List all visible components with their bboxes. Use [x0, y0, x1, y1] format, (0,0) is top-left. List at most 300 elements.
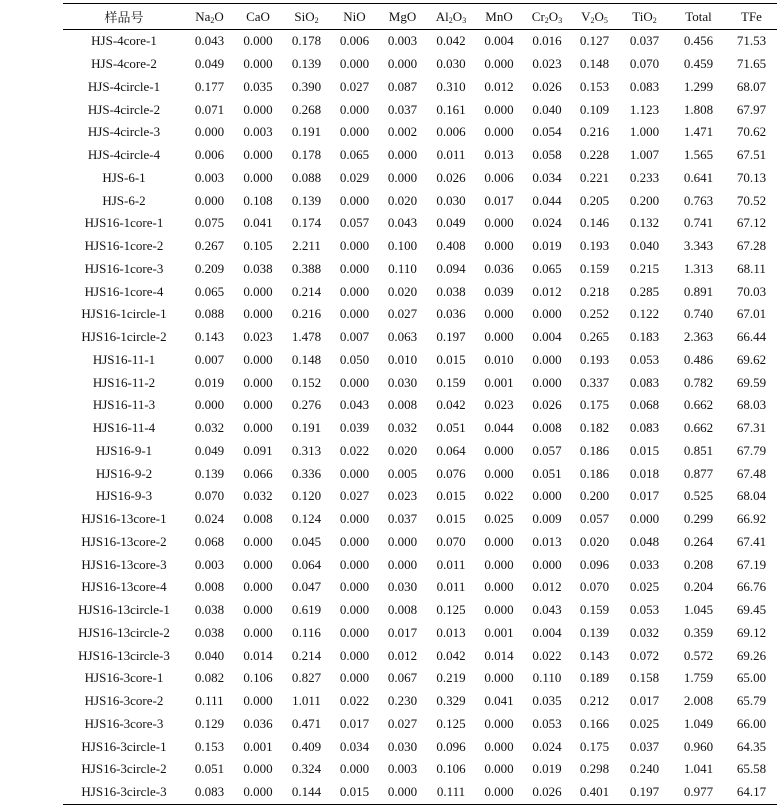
value-cell: 1.565: [683, 147, 714, 163]
sample-id-cell: HJS16-13core-3: [81, 556, 167, 572]
value-cell: 0.977: [683, 784, 714, 800]
value-cell: 0.200: [629, 192, 660, 208]
value-cell: 0.000: [243, 169, 273, 185]
table-row: [63, 644, 777, 667]
value-cell: 0.007: [194, 351, 225, 367]
value-cell: 0.191: [291, 124, 322, 140]
value-cell: 0.000: [339, 260, 370, 276]
value-cell: 0.088: [194, 306, 225, 322]
table-row: [63, 531, 777, 554]
value-cell: 0.619: [291, 602, 322, 618]
value-cell: 0.000: [484, 761, 514, 777]
table-row: [63, 508, 777, 531]
value-cell: 0.000: [339, 56, 370, 72]
value-cell: 0.072: [629, 647, 660, 663]
value-cell: 0.019: [194, 374, 225, 390]
value-cell: 0.096: [579, 556, 610, 572]
value-cell: 65.58: [736, 761, 767, 777]
value-cell: 0.000: [484, 579, 514, 595]
value-cell: 0.486: [683, 351, 714, 367]
value-cell: 0.042: [436, 397, 466, 413]
value-cell: 1.007: [629, 147, 660, 163]
table-body: [63, 30, 777, 805]
value-cell: 0.000: [243, 374, 273, 390]
table-row: [63, 599, 777, 622]
value-cell: 0.221: [579, 169, 610, 185]
value-cell: 1.049: [683, 715, 714, 731]
value-cell: 0.030: [387, 738, 418, 754]
header-col: CaO: [246, 8, 270, 24]
value-cell: 0.043: [387, 215, 418, 231]
value-cell: 0.015: [436, 511, 466, 527]
value-cell: 0.000: [194, 192, 225, 208]
value-cell: 0.057: [532, 442, 562, 458]
value-cell: 0.106: [436, 761, 466, 777]
value-cell: 0.000: [243, 397, 273, 413]
value-cell: 0.000: [339, 238, 370, 254]
value-cell: 0.047: [291, 579, 322, 595]
value-cell: 0.032: [629, 624, 660, 640]
value-cell: 0.023: [484, 397, 514, 413]
value-cell: 0.096: [436, 738, 466, 754]
value-cell: 0.264: [683, 533, 714, 549]
value-cell: 0.139: [579, 624, 610, 640]
value-cell: 0.017: [339, 715, 370, 731]
sample-id-cell: HJS16-13circle-3: [78, 647, 170, 663]
value-cell: 0.006: [339, 33, 370, 49]
table-row: [63, 121, 777, 144]
value-cell: 0.036: [243, 715, 273, 731]
value-cell: 0.042: [436, 33, 466, 49]
value-cell: 0.409: [291, 738, 322, 754]
value-cell: 0.007: [339, 329, 370, 345]
value-cell: 1.123: [629, 101, 660, 117]
value-cell: 0.070: [436, 533, 466, 549]
value-cell: 0.152: [291, 374, 322, 390]
table-row: [63, 667, 777, 690]
value-cell: 0.000: [339, 283, 370, 299]
value-cell: 0.205: [579, 192, 610, 208]
table-row: [63, 235, 777, 258]
value-cell: 0.214: [291, 647, 322, 663]
value-cell: 0.208: [683, 556, 714, 572]
value-cell: 0.299: [683, 511, 714, 527]
table-row: [63, 167, 777, 190]
value-cell: 0.003: [194, 556, 225, 572]
value-cell: 0.014: [484, 647, 514, 663]
table-row: [63, 144, 777, 167]
value-cell: 0.064: [291, 556, 322, 572]
sample-id-cell: HJS-6-2: [102, 192, 146, 208]
value-cell: 0.005: [387, 465, 418, 481]
value-cell: 0.054: [532, 124, 562, 140]
value-cell: 0.000: [484, 465, 514, 481]
value-cell: 0.153: [194, 738, 225, 754]
value-cell: 0.000: [339, 647, 370, 663]
value-cell: 0.042: [436, 647, 466, 663]
value-cell: 0.020: [387, 283, 418, 299]
value-cell: 0.058: [532, 147, 562, 163]
value-cell: 0.017: [629, 488, 660, 504]
value-cell: 0.111: [195, 693, 224, 709]
value-cell: 0.018: [629, 465, 660, 481]
value-cell: 0.016: [532, 33, 562, 49]
value-cell: 0.049: [194, 56, 225, 72]
value-cell: 0.051: [532, 465, 562, 481]
value-cell: 0.109: [579, 101, 610, 117]
value-cell: 0.000: [484, 784, 514, 800]
value-cell: 0.012: [484, 78, 514, 94]
value-cell: 0.000: [387, 784, 418, 800]
value-cell: 0.008: [194, 579, 225, 595]
value-cell: 0.000: [387, 533, 418, 549]
table-row: [63, 258, 777, 281]
value-cell: 0.012: [532, 283, 562, 299]
composition-table-container: [63, 3, 767, 805]
value-cell: 0.038: [243, 260, 273, 276]
value-cell: 1.759: [683, 670, 714, 686]
value-cell: 0.008: [243, 511, 273, 527]
value-cell: 0.000: [194, 124, 225, 140]
value-cell: 0.662: [683, 397, 714, 413]
value-cell: 0.064: [436, 442, 466, 458]
value-cell: 0.000: [243, 761, 273, 777]
value-cell: 0.041: [243, 215, 273, 231]
table-row: [63, 98, 777, 121]
value-cell: 0.032: [194, 420, 225, 436]
value-cell: 1.808: [683, 101, 714, 117]
value-cell: 0.070: [194, 488, 225, 504]
value-cell: 0.143: [579, 647, 610, 663]
value-cell: 0.153: [579, 78, 610, 94]
value-cell: 0.024: [532, 215, 562, 231]
value-cell: 0.000: [532, 351, 562, 367]
value-cell: 0.298: [579, 761, 610, 777]
value-cell: 0.014: [243, 647, 273, 663]
value-cell: 0.038: [194, 624, 225, 640]
value-cell: 0.065: [532, 260, 562, 276]
value-cell: 0.002: [387, 124, 418, 140]
sample-id-cell: HJS16-13circle-2: [78, 624, 170, 640]
table-row: [63, 735, 777, 758]
value-cell: 0.013: [436, 624, 466, 640]
value-cell: 1.011: [292, 693, 321, 709]
value-cell: 0.000: [339, 374, 370, 390]
value-cell: 0.048: [629, 533, 660, 549]
value-cell: 0.019: [532, 238, 562, 254]
value-cell: 0.000: [484, 670, 514, 686]
value-cell: 0.082: [194, 670, 225, 686]
value-cell: 0.037: [387, 101, 418, 117]
value-cell: 1.299: [683, 78, 714, 94]
value-cell: 0.106: [243, 670, 273, 686]
value-cell: 0.000: [339, 670, 370, 686]
value-cell: 0.572: [683, 647, 714, 663]
value-cell: 0.063: [387, 329, 418, 345]
value-cell: 0.049: [436, 215, 466, 231]
value-cell: 0.071: [194, 101, 225, 117]
value-cell: 0.827: [291, 670, 322, 686]
value-cell: 67.01: [736, 306, 767, 322]
value-cell: 0.000: [243, 784, 273, 800]
value-cell: 0.191: [291, 420, 322, 436]
sample-id-cell: HJS16-1core-1: [84, 215, 164, 231]
value-cell: 0.043: [532, 602, 562, 618]
value-cell: 0.023: [532, 56, 562, 72]
value-cell: 0.049: [194, 442, 225, 458]
value-cell: 0.012: [387, 647, 418, 663]
value-cell: 0.186: [579, 442, 610, 458]
value-cell: 0.139: [291, 192, 322, 208]
header-col: TiO$_2$: [632, 8, 657, 25]
value-cell: 70.03: [736, 283, 767, 299]
sample-id-cell: HJS-4circle-4: [87, 147, 161, 163]
value-cell: 0.000: [243, 624, 273, 640]
value-cell: 66.92: [736, 511, 767, 527]
value-cell: 0.015: [339, 784, 370, 800]
value-cell: 0.025: [484, 511, 514, 527]
value-cell: 1.478: [291, 329, 322, 345]
value-cell: 0.000: [194, 397, 225, 413]
value-cell: 0.000: [339, 101, 370, 117]
value-cell: 0.000: [243, 283, 273, 299]
value-cell: 0.075: [194, 215, 225, 231]
value-cell: 0.209: [194, 260, 225, 276]
value-cell: 0.000: [484, 101, 514, 117]
value-cell: 0.000: [243, 351, 273, 367]
value-cell: 0.045: [291, 533, 322, 549]
value-cell: 0.100: [387, 238, 418, 254]
value-cell: 0.003: [243, 124, 273, 140]
value-cell: 0.158: [629, 670, 660, 686]
value-cell: 0.000: [339, 556, 370, 572]
value-cell: 0.009: [532, 511, 562, 527]
value-cell: 64.17: [736, 784, 767, 800]
table-row: [63, 326, 777, 349]
value-cell: 0.025: [629, 579, 660, 595]
value-cell: 0.265: [579, 329, 610, 345]
value-cell: 0.000: [484, 329, 514, 345]
table-row: [63, 371, 777, 394]
value-cell: 0.215: [629, 260, 660, 276]
value-cell: 0.034: [339, 738, 370, 754]
header-col: MnO: [485, 8, 513, 24]
value-cell: 0.032: [387, 420, 418, 436]
value-cell: 69.26: [736, 647, 767, 663]
value-cell: 0.000: [339, 624, 370, 640]
value-cell: 0.038: [436, 283, 466, 299]
value-cell: 0.891: [683, 283, 714, 299]
value-cell: 0.175: [579, 738, 610, 754]
value-cell: 0.026: [436, 169, 466, 185]
value-cell: 0.125: [436, 602, 466, 618]
sample-id-cell: HJS16-13core-1: [81, 511, 167, 527]
value-cell: 0.159: [579, 260, 610, 276]
value-cell: 0.218: [579, 283, 610, 299]
value-cell: 0.960: [683, 738, 714, 754]
value-cell: 0.122: [629, 306, 660, 322]
value-cell: 0.285: [629, 283, 660, 299]
value-cell: 0.032: [243, 488, 273, 504]
value-cell: 0.459: [683, 56, 714, 72]
value-cell: 0.030: [436, 192, 466, 208]
value-cell: 0.068: [629, 397, 660, 413]
value-cell: 0.336: [291, 465, 322, 481]
value-cell: 0.000: [243, 101, 273, 117]
value-cell: 0.148: [291, 351, 322, 367]
value-cell: 0.027: [387, 715, 418, 731]
value-cell: 2.008: [683, 693, 714, 709]
value-cell: 0.083: [194, 784, 225, 800]
value-cell: 0.182: [579, 420, 610, 436]
value-cell: 65.79: [736, 693, 767, 709]
value-cell: 0.124: [291, 511, 322, 527]
value-cell: 0.033: [629, 556, 660, 572]
value-cell: 0.000: [484, 124, 514, 140]
value-cell: 0.026: [532, 397, 562, 413]
value-cell: 0.015: [629, 442, 660, 458]
value-cell: 0.053: [532, 715, 562, 731]
value-cell: 0.267: [194, 238, 225, 254]
value-cell: 0.204: [683, 579, 714, 595]
value-cell: 0.004: [532, 329, 562, 345]
value-cell: 0.070: [579, 579, 610, 595]
value-cell: 0.000: [387, 556, 418, 572]
sample-id-cell: HJS16-9-3: [95, 488, 153, 504]
value-cell: 0.390: [291, 78, 322, 94]
value-cell: 0.000: [243, 420, 273, 436]
table-row: [63, 76, 777, 99]
value-cell: 0.000: [339, 192, 370, 208]
value-cell: 0.017: [484, 192, 514, 208]
value-cell: 0.010: [387, 351, 418, 367]
value-cell: 0.219: [436, 670, 466, 686]
sample-id-cell: HJS16-13core-2: [81, 533, 167, 549]
value-cell: 0.359: [683, 624, 714, 640]
value-cell: 0.013: [532, 533, 562, 549]
header-col: MgO: [388, 8, 417, 24]
value-cell: 0.000: [484, 738, 514, 754]
value-cell: 0.144: [291, 784, 322, 800]
value-cell: 0.000: [484, 306, 514, 322]
value-cell: 0.000: [339, 602, 370, 618]
value-cell: 0.000: [629, 511, 660, 527]
value-cell: 0.166: [579, 715, 610, 731]
value-cell: 0.066: [243, 465, 273, 481]
value-cell: 0.094: [436, 260, 466, 276]
value-cell: 0.127: [579, 33, 610, 49]
table-row: [63, 440, 777, 463]
value-cell: 0.017: [387, 624, 418, 640]
header-col: Total: [685, 8, 712, 24]
value-cell: 69.62: [736, 351, 767, 367]
value-cell: 0.782: [683, 374, 714, 390]
table-row: [63, 189, 777, 212]
sample-id-cell: HJS16-3circle-1: [81, 738, 167, 754]
value-cell: 0.252: [579, 306, 610, 322]
table-row: [63, 622, 777, 645]
table-row: [63, 576, 777, 599]
table-row: [63, 30, 777, 53]
value-cell: 71.53: [736, 33, 767, 49]
sample-id-cell: HJS16-9-2: [95, 465, 153, 481]
value-cell: 0.193: [579, 351, 610, 367]
value-cell: 67.48: [736, 465, 767, 481]
value-cell: 0.019: [532, 761, 562, 777]
value-cell: 0.036: [484, 260, 514, 276]
value-cell: 67.97: [736, 101, 767, 117]
value-cell: 0.000: [484, 533, 514, 549]
value-cell: 0.178: [291, 33, 322, 49]
value-cell: 0.030: [436, 56, 466, 72]
value-cell: 0.110: [532, 670, 562, 686]
value-cell: 0.139: [194, 465, 225, 481]
value-cell: 0.851: [683, 442, 714, 458]
value-cell: 0.268: [291, 101, 322, 117]
table-row: [63, 303, 777, 326]
value-cell: 0.001: [243, 738, 273, 754]
value-cell: 0.000: [484, 442, 514, 458]
value-cell: 0.008: [387, 602, 418, 618]
value-cell: 0.216: [291, 306, 322, 322]
value-cell: 0.022: [339, 693, 370, 709]
table-row: [63, 553, 777, 576]
value-cell: 0.177: [194, 78, 225, 94]
value-cell: 0.000: [243, 556, 273, 572]
value-cell: 0.000: [339, 511, 370, 527]
value-cell: 0.011: [436, 147, 466, 163]
value-cell: 0.000: [532, 488, 562, 504]
value-cell: 0.029: [339, 169, 370, 185]
value-cell: 0.023: [387, 488, 418, 504]
value-cell: 0.000: [387, 147, 418, 163]
value-cell: 0.026: [532, 78, 562, 94]
value-cell: 0.040: [629, 238, 660, 254]
value-cell: 0.641: [683, 169, 714, 185]
value-cell: 0.000: [484, 215, 514, 231]
sample-id-cell: HJS16-1core-3: [84, 260, 164, 276]
value-cell: 70.13: [736, 169, 767, 185]
value-cell: 0.006: [194, 147, 225, 163]
value-cell: 0.083: [629, 78, 660, 94]
value-cell: 0.006: [436, 124, 466, 140]
value-cell: 0.043: [339, 397, 370, 413]
value-cell: 0.027: [339, 78, 370, 94]
value-cell: 0.143: [194, 329, 225, 345]
value-cell: 70.62: [736, 124, 767, 140]
header-row: [63, 4, 777, 30]
value-cell: 1.045: [683, 602, 714, 618]
value-cell: 0.000: [339, 761, 370, 777]
header-col: $Cr_2O_3$: [531, 8, 563, 25]
value-cell: 66.44: [736, 329, 767, 345]
value-cell: 67.12: [736, 215, 767, 231]
value-cell: 2.363: [683, 329, 714, 345]
value-cell: 0.034: [532, 169, 562, 185]
value-cell: 0.000: [243, 306, 273, 322]
header-col: $Na_2O$: [195, 8, 224, 25]
sample-id-cell: HJS16-1core-2: [84, 238, 164, 254]
value-cell: 0.024: [532, 738, 562, 754]
value-cell: 0.022: [532, 647, 562, 663]
sample-id-cell: HJS16-3core-3: [84, 715, 164, 731]
value-cell: 0.040: [532, 101, 562, 117]
value-cell: 66.00: [736, 715, 767, 731]
value-cell: 0.030: [387, 374, 418, 390]
value-cell: 0.159: [436, 374, 466, 390]
value-cell: 3.343: [683, 238, 714, 254]
value-cell: 0.740: [683, 306, 714, 322]
